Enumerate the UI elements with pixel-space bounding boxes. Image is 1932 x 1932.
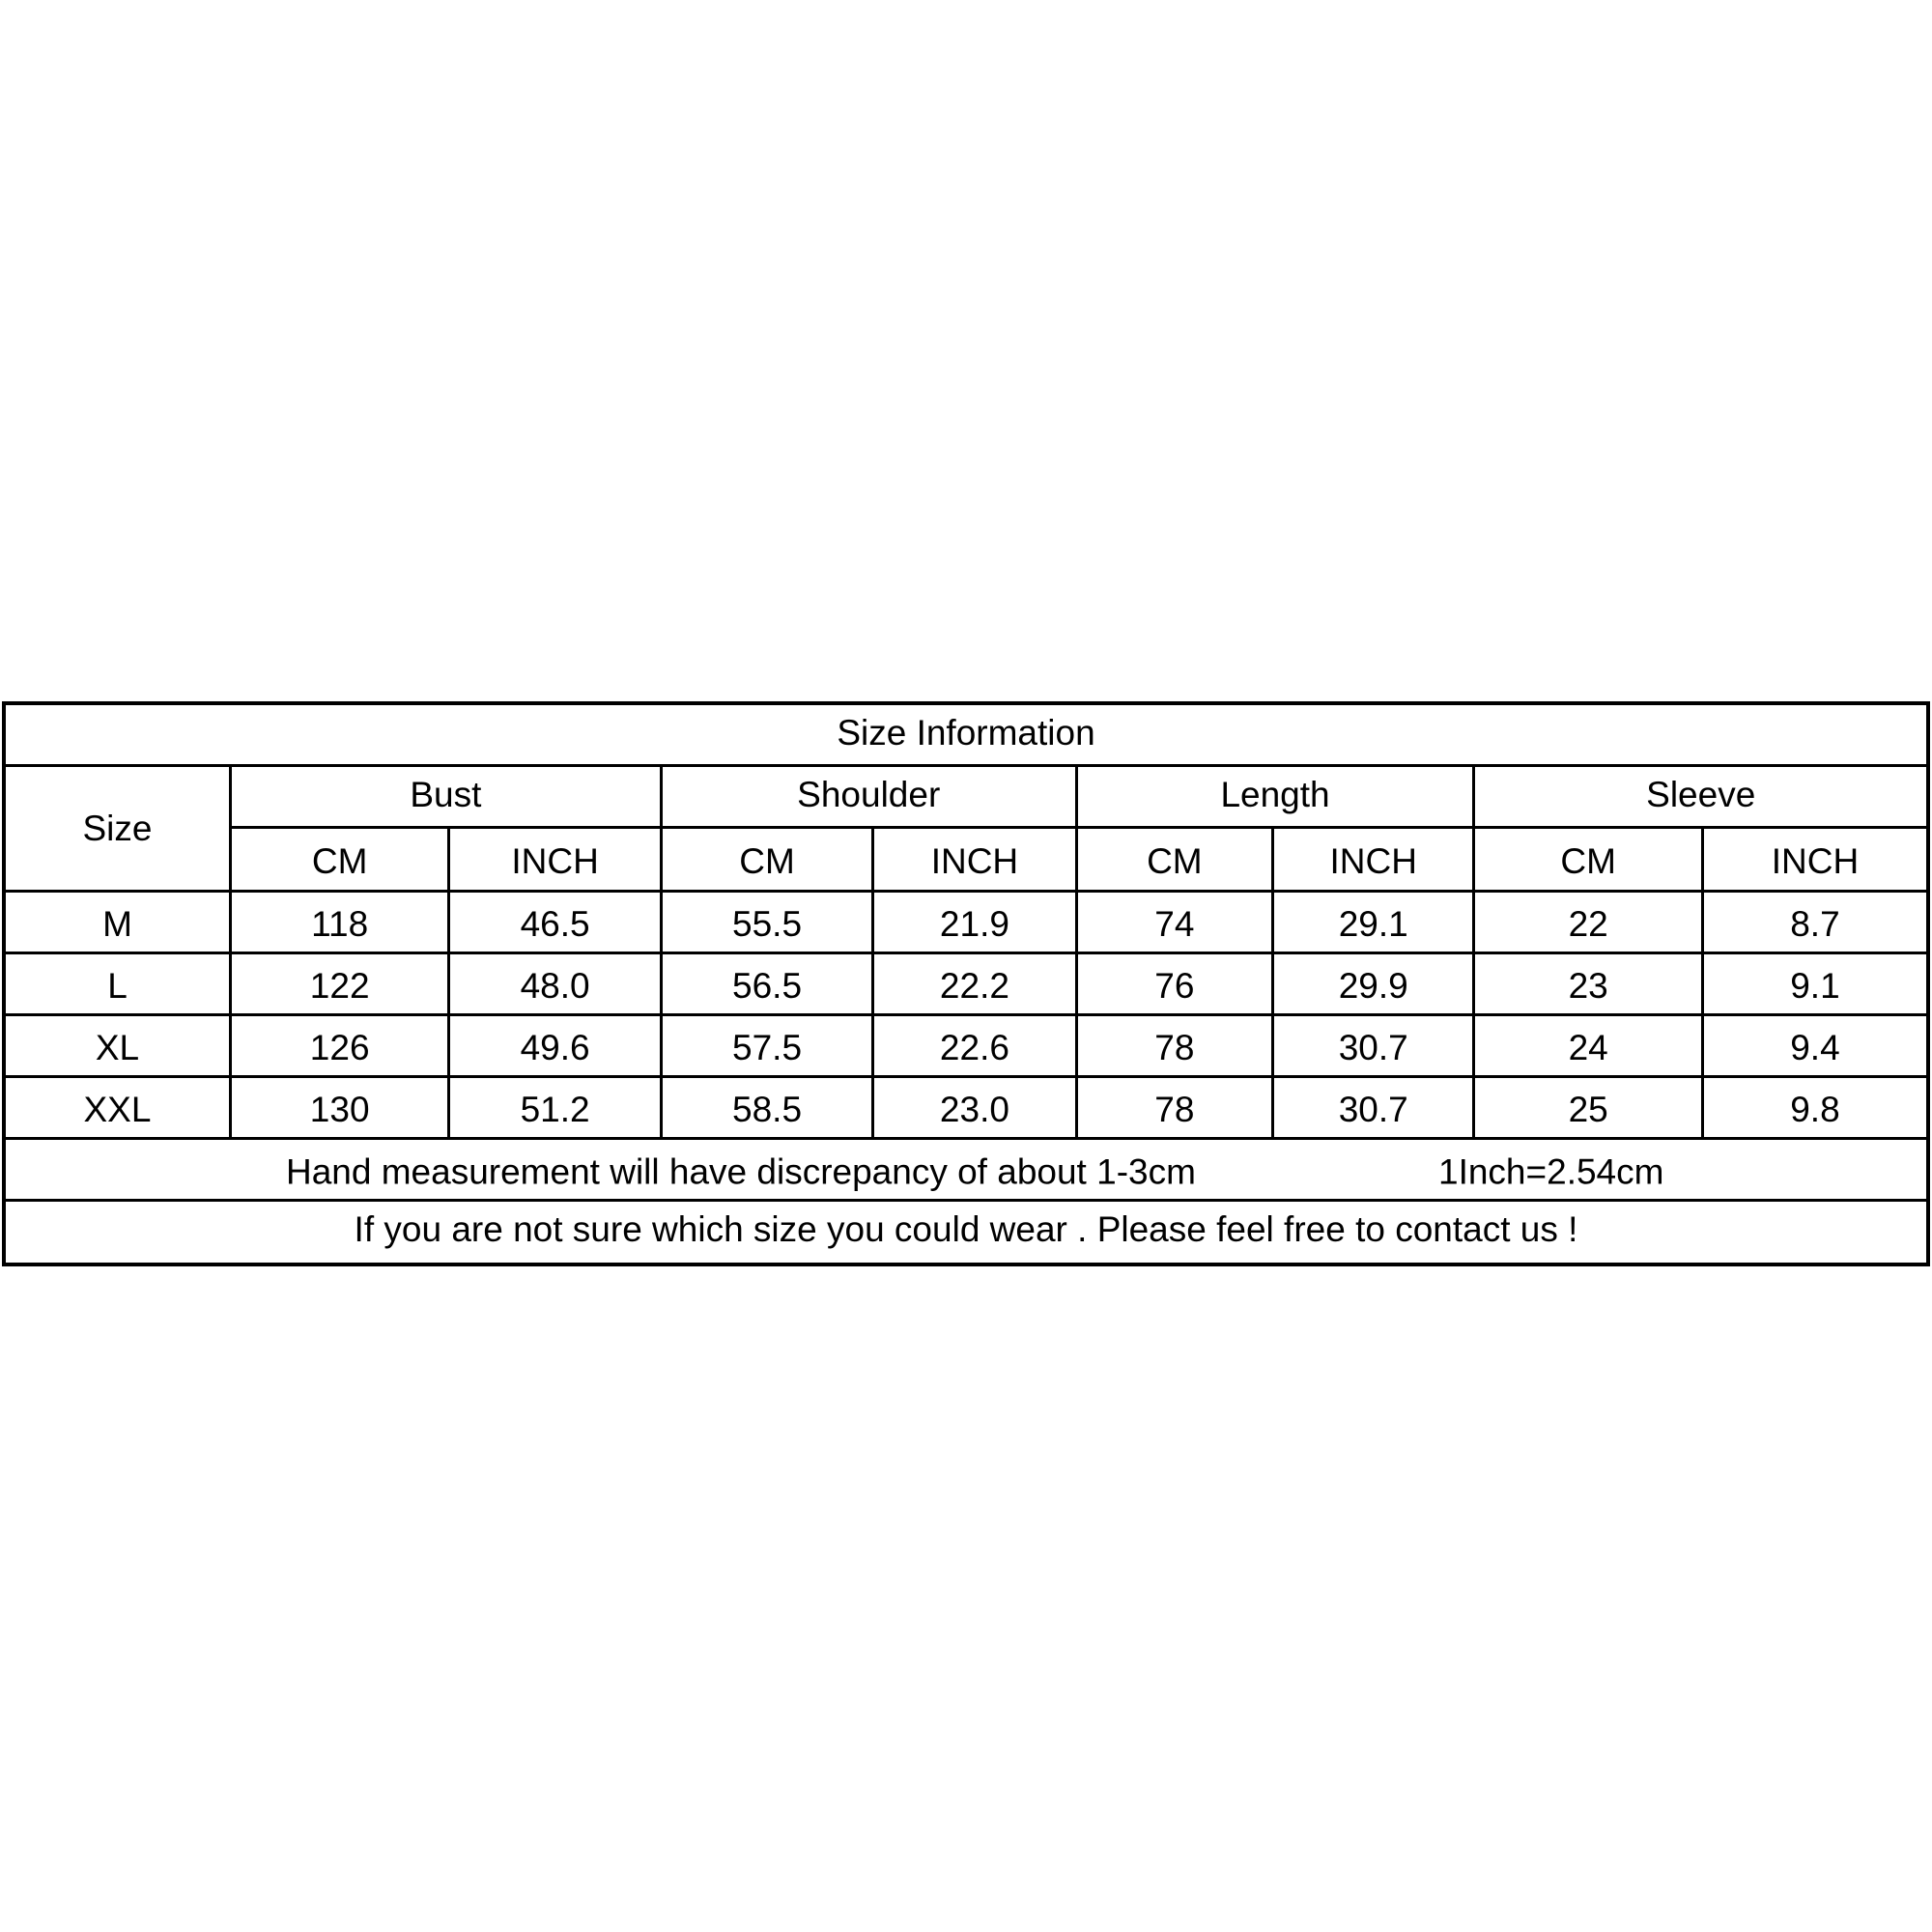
table-cell: 118 [230,892,448,953]
table-cell: 56.5 [661,953,872,1015]
unit-header: INCH [449,828,661,892]
table-cell: 78 [1076,1077,1272,1139]
table-row [4,953,1928,1015]
table-cell: 58.5 [661,1077,872,1139]
table-cell: 29.9 [1273,953,1474,1015]
size-column-header: Size [4,766,230,892]
size-label: XXL [4,1077,230,1139]
table-cell: 24 [1474,1015,1702,1077]
table-cell: 25 [1474,1077,1702,1139]
table-cell: 46.5 [449,892,661,953]
table-cell: 57.5 [661,1015,872,1077]
table-cell: 9.1 [1702,953,1928,1015]
table-cell: 74 [1076,892,1272,953]
table-cell: 51.2 [449,1077,661,1139]
table-title: Size Information [4,703,1928,766]
size-label: XL [4,1015,230,1077]
table-cell: 55.5 [661,892,872,953]
table-cell: 21.9 [873,892,1076,953]
table-cell: 29.1 [1273,892,1474,953]
size-label: M [4,892,230,953]
table-cell: 130 [230,1077,448,1139]
table-cell: 126 [230,1015,448,1077]
table-row [4,1077,1928,1139]
unit-conversion: 1Inch=2.54cm [1438,1151,1664,1191]
table-cell: 122 [230,953,448,1015]
unit-header: INCH [1702,828,1928,892]
table-cell: 22 [1474,892,1702,953]
table-cell: 30.7 [1273,1077,1474,1139]
table-cell: 22.6 [873,1015,1076,1077]
table-row [4,1015,1928,1077]
table-cell: 48.0 [449,953,661,1015]
group-header-length: Length [1076,766,1474,828]
size-information-table [2,701,1930,1266]
unit-header: CM [1474,828,1702,892]
unit-header: CM [230,828,448,892]
table-cell: 9.8 [1702,1077,1928,1139]
unit-header: INCH [1273,828,1474,892]
group-header-shoulder: Shoulder [661,766,1076,828]
table-cell: 9.4 [1702,1015,1928,1077]
table-cell: 8.7 [1702,892,1928,953]
table-cell: 22.2 [873,953,1076,1015]
contact-note: If you are not sure which size you could wear . Please feel free to contact us ! [4,1201,1928,1265]
group-header-sleeve: Sleeve [1474,766,1928,828]
table-cell: 30.7 [1273,1015,1474,1077]
table-cell: 78 [1076,1015,1272,1077]
unit-header: INCH [873,828,1076,892]
group-header-bust: Bust [230,766,661,828]
measurement-note-row [4,1139,1928,1201]
table-cell: 76 [1076,953,1272,1015]
unit-header: CM [661,828,872,892]
table-row [4,892,1928,953]
table-cell: 49.6 [449,1015,661,1077]
table-cell: 23.0 [873,1077,1076,1139]
unit-header: CM [1076,828,1272,892]
size-label: L [4,953,230,1015]
measurement-note: Hand measurement will have discrepancy of about 1-3cm [286,1151,1196,1191]
table-cell: 23 [1474,953,1702,1015]
